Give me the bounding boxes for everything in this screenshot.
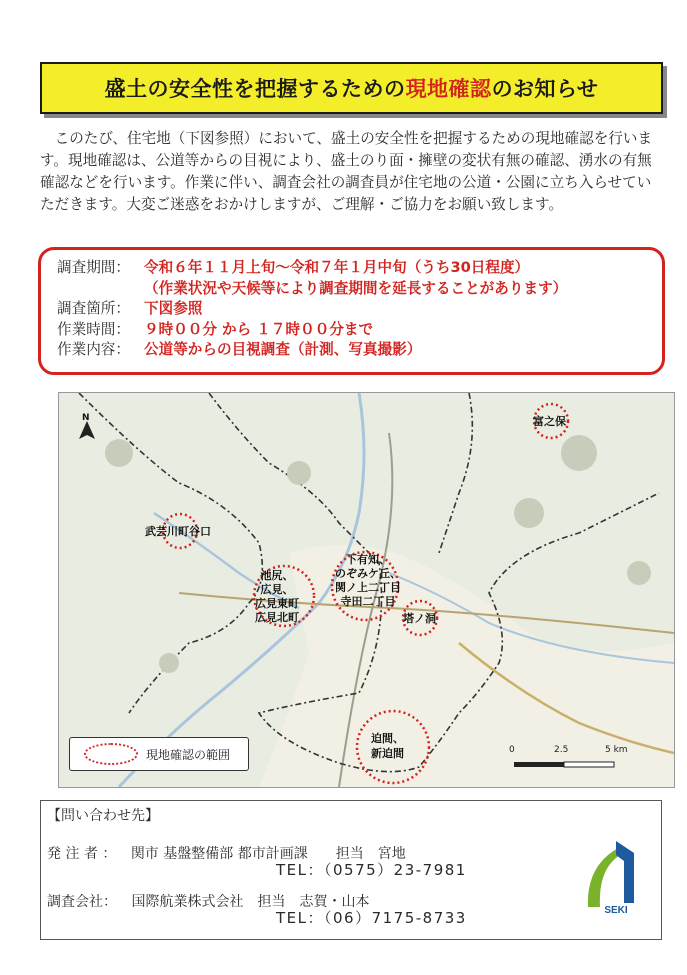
contact-box	[40, 800, 662, 940]
logo-text: SEKI	[604, 905, 628, 915]
north-label: N	[82, 413, 90, 423]
client-label: 発 注 者 ：	[47, 846, 117, 862]
period-value: 令和６年１１月上旬～令和７年１月中旬（うち30日程度）	[144, 259, 530, 276]
place-label: 調査箇所：	[57, 300, 130, 317]
title-highlight: 現地確認	[405, 77, 492, 101]
notice-title	[40, 62, 663, 114]
area-mugegawa: 武芸川町谷口	[145, 525, 211, 538]
period-note: （作業状況や天候等により調査期間を延長することがあります）	[144, 279, 568, 297]
title-prefix: 盛土の安全性を把握するための	[104, 77, 406, 101]
survey-info-box	[38, 247, 665, 375]
area-naruchi: 下有知、 のぞみケ丘、 関ノ上二丁目 寺田二丁目	[335, 553, 401, 608]
legend-label: 現地確認の範囲	[146, 747, 231, 762]
place-value: 下図参照	[144, 300, 203, 317]
title-suffix: のお知らせ	[491, 77, 599, 101]
content-value: 公道等からの目視調査（計測、写真撮影）	[144, 341, 422, 358]
seki-city-logo	[580, 835, 652, 915]
legend-circle-icon	[84, 743, 138, 765]
company-value: 国際航業株式会社 担当 志賀・山本	[131, 894, 370, 910]
area-tominoho: 富之保	[533, 415, 566, 428]
hours-label: 作業時間：	[57, 320, 130, 338]
hours-row	[57, 320, 662, 341]
intro-text: このたび、住宅地（下図参照）において、盛土の安全性を把握するための現地確認を行います。現地確認は、公道等からの目視により、盛土のり面・擁壁の変状有無の確認、湧水の有無確認などを行います。作業に伴い、調査会社の調査員が住宅地の公道・公園に立ち入らせていただきます。大変ご迷惑をおかけしますが、ご理解・ご協力をお願い致します。	[40, 130, 653, 213]
content-row	[57, 340, 662, 361]
area-hazama: 迫間、 新迫間	[371, 732, 404, 760]
period-row	[57, 258, 662, 279]
content-label: 作業内容：	[57, 341, 130, 358]
hours-value: ９時００分 から １７時００分まで	[144, 320, 374, 338]
map-legend	[69, 737, 249, 771]
client-value: 関市 基盤整備部 都市計画課 担当 宮地	[130, 846, 406, 862]
place-row	[57, 299, 662, 320]
contact-header: 【問い合わせ先】	[47, 808, 159, 824]
client-tel: TEL：（0575）23-7981	[276, 861, 467, 879]
area-tounohora: 塔ノ洞	[403, 612, 436, 625]
company-label: 調査会社：	[47, 894, 117, 910]
period-label: 調査期間：	[57, 259, 130, 276]
company-tel: TEL：（06）7175-8733	[276, 909, 467, 927]
period-note-row	[57, 279, 662, 300]
survey-area-map: N 富之保 武芸川町谷口 池尻、 広見、 広見東町 広見北町 下有知、 のぞみケ丘、 関ノ上二丁目 寺田二丁目 塔ノ洞 迫間、 新迫間 現地確認の範囲 0 2.5 5 km	[58, 392, 675, 788]
area-ikejiri: 池尻、 広見、 広見東町 広見北町	[255, 569, 299, 624]
